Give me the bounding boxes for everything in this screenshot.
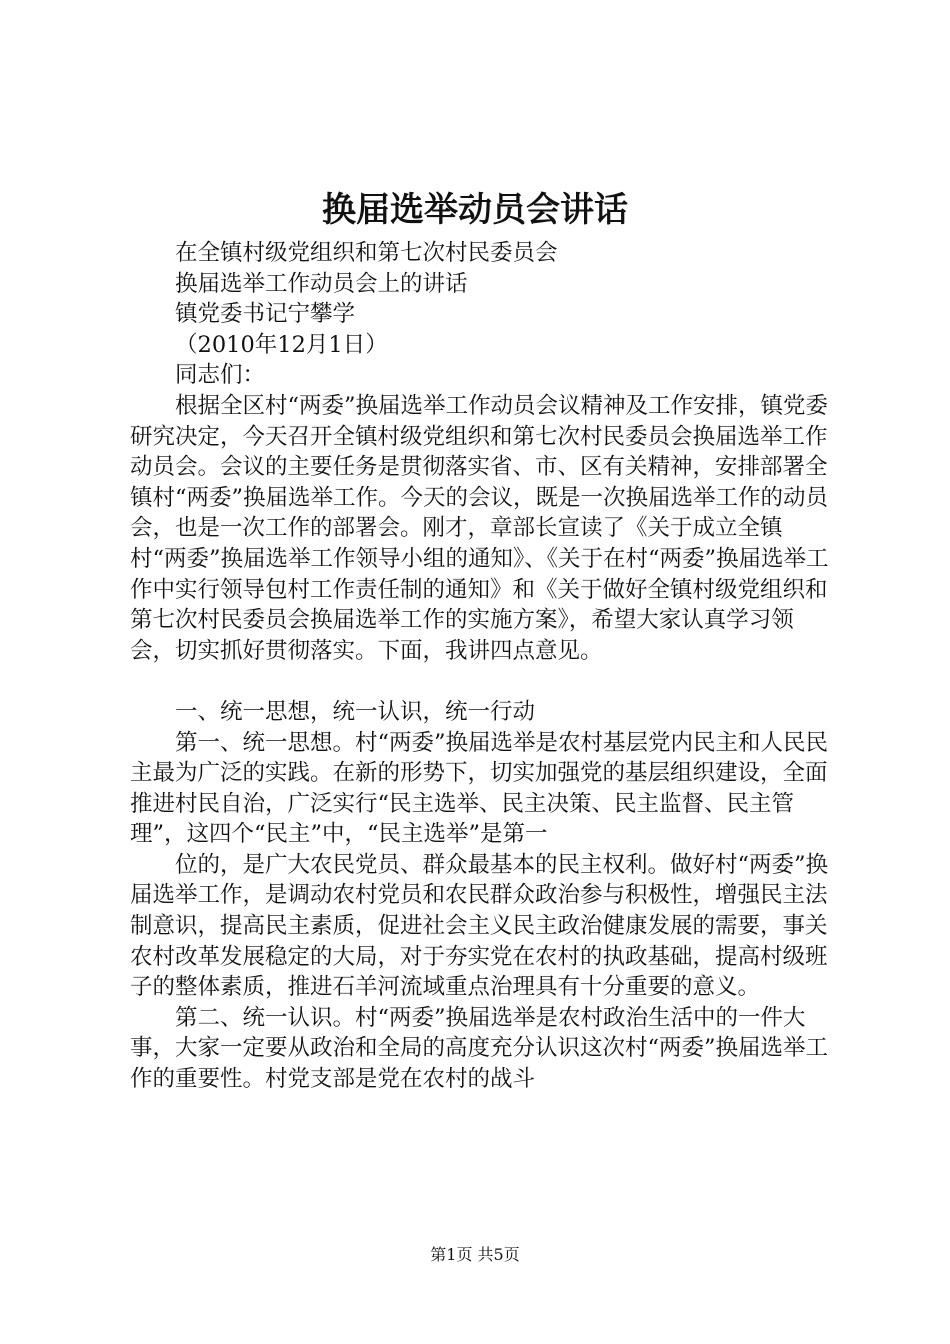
paragraph-spacer (130, 666, 830, 697)
page-indicator: 第1页 共5页 (430, 1245, 520, 1264)
paragraph-intro: 根据全区村“两委”换届选举工作动员会议精神及工作安排，镇党委研究决定，今天召开全镇村级党组织和第七次村民委员会换届选举工作动员会。会议的主要任务是贯彻落实省、市、区有关精神，安排部署全镇村“两委”换届选举工作。今天的会议，既是一次换届选举工作的动员会，也是一次工作的部署会。刚才，章部长宣读了《关于成立全镇村“两委”换届选举工作领导小组的通知》、《关于在村“两委”换届选举工作中实行领导包村工作责任制的通知》和《关于做好全镇村级党组织和第七次村民委员会换届选举工作的实施方案》，希望大家认真学习领会，切实抓好贯彻落实。下面，我讲四点意见。 (130, 392, 829, 664)
header-line-speaker: 镇党委书记宁攀学 (175, 301, 356, 328)
header-line-venue: 在全镇村级党组织和第七次村民委员会 (175, 240, 558, 266)
header-line-salutation: 同志们： (175, 362, 266, 389)
header-line-meeting: 换届选举工作动员会上的讲话 (175, 270, 468, 297)
document-title: 换届选举动员会讲话 (322, 190, 628, 230)
paragraph-unify-thought: 第一、统一思想。村“两委”换届选举是农村基层党内民主和人民民主最为广泛的实践。在新的形势下，切实加强党的基层组织建设，全面推进村民自治，广泛实行“民主选举、民主决策、民主监督、民主管理”，这四个“民主”中，“民主选举”是第一 (130, 729, 829, 848)
header-line-date: （2010年12月1日） (175, 331, 388, 358)
paragraph-unify-understanding: 第二、统一认识。村“两委”换届选举是农村政治生活中的一件大事，大家一定要从政治和全局的高度充分认识这次村“两委”换届选举工作的重要性。村党支部是党在农村的战斗 (130, 1004, 829, 1093)
section-heading-1: 一、统一思想，统一认识，统一行动 (175, 698, 536, 725)
document-body (130, 238, 830, 1095)
paragraph-unify-thought-continued: 位的，是广大农民党员、群众最基本的民主权利。做好村“两委”换届选举工作，是调动农村党员和农民群众政治参与积极性，增强民主法制意识，提高民主素质，促进社会主义民主政治健康发展的需要，事关农村改革发展稳定的大局，对于夯实党在农村的执政基础，提高村级班子的整体素质，推进石羊河流域重点治理具有十分重要的意义。 (130, 851, 829, 1001)
